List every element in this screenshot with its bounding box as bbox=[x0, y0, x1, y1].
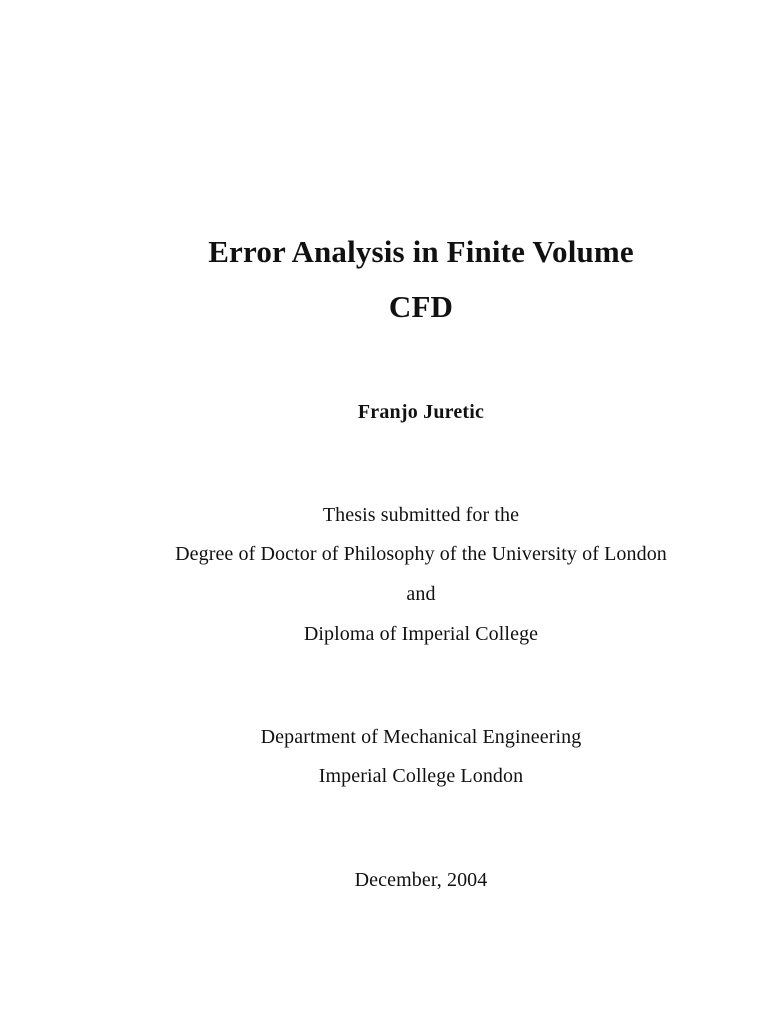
submission-line-4: Diploma of Imperial College bbox=[303, 623, 539, 645]
thesis-title-line-1: Error Analysis in Finite Volume bbox=[208, 234, 634, 269]
submission-line-3: and bbox=[406, 583, 436, 605]
department-line-1: Department of Mechanical Engineering bbox=[260, 726, 582, 748]
submission-line-2: Degree of Doctor of Philosophy of the University of London bbox=[175, 543, 667, 565]
author-name: Franjo Juretic bbox=[357, 401, 485, 423]
thesis-title-line-2: CFD bbox=[388, 289, 454, 324]
submission-date: December, 2004 bbox=[354, 869, 488, 891]
submission-line-1: Thesis submitted for the bbox=[322, 504, 520, 526]
department-line-2: Imperial College London bbox=[318, 765, 524, 787]
